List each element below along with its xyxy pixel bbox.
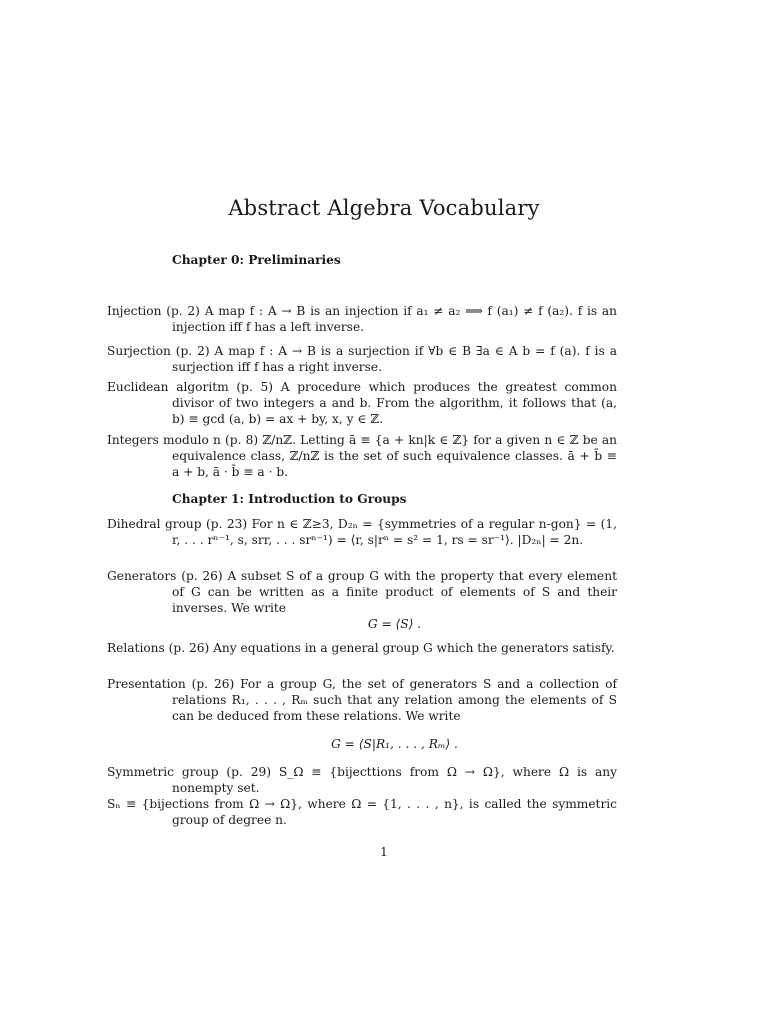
entry-text: ℤ/nℤ. Letting ā ≡ {a + kn|k ∈ ℤ} for a given n ∈ ℤ be an equivalence class, ℤ/nℤ is the set of such equivalence classes. ā + b̄ ≡ a + b, ā · b̄ ≡ a · b. bbox=[172, 433, 617, 479]
entry-term: Euclidean algoritm (p. 5) bbox=[107, 380, 274, 394]
display-equation: G = ⟨S⟩ . bbox=[367, 617, 422, 631]
entry-text: A map f : A → B is a surjection if ∀b ∈ B ∃a ∈ A b = f (a). f is a surjection iff f has a right inverse. bbox=[172, 344, 617, 374]
entry-text: For a group G, the set of generators S and a collection of relations R₁, . . . , Rₘ such that any relation among the elements of S can be deduced from these relations. We write bbox=[172, 677, 617, 723]
chapter-0-heading: Chapter 0: Preliminaries bbox=[172, 253, 341, 267]
entry-generators bbox=[107, 568, 617, 632]
entry-injection bbox=[107, 303, 617, 335]
entry-integers-modulo-n bbox=[107, 432, 617, 480]
entry-text: A procedure which produces the greatest common divisor of two integers a and b. From the algorithm, it follows that (a, b) ≡ gcd (a, b) = ax + by, x, y ∈ ℤ. bbox=[172, 380, 617, 426]
entry-text-continued: Sₙ ≡ {bijections from Ω → Ω}, where Ω = {1, . . . , n}, is called the symmetric group of degree n. bbox=[107, 797, 617, 827]
entry-term: Surjection (p. 2) bbox=[107, 344, 210, 358]
entry-term: Symmetric group (p. 29) bbox=[107, 765, 271, 779]
entry-term: Injection (p. 2) bbox=[107, 304, 200, 318]
entry-term: Presentation (p. 26) bbox=[107, 677, 235, 691]
entry-surjection bbox=[107, 343, 617, 375]
entry-text: A subset S of a group G with the property that every element of G can be written as a finite product of elements of S and their inverses. We write bbox=[172, 569, 618, 615]
page-number: 1 bbox=[380, 845, 388, 859]
entry-symmetric-group bbox=[107, 764, 617, 828]
entry-text: A map f : A → B is an injection if a₁ ≠ a₂ ⟹ f (a₁) ≠ f (a₂). f is an injection iff f has a left inverse. bbox=[172, 304, 618, 334]
entry-term: Relations (p. 26) bbox=[107, 641, 210, 655]
entry-term: Generators (p. 26) bbox=[107, 569, 223, 583]
entry-dihedral-group bbox=[107, 516, 617, 548]
entry-relations bbox=[107, 640, 617, 656]
entry-text: For n ∈ ℤ≥3, D₂ₙ = {symmetries of a regular n-gon} = (1, r, . . . rⁿ⁻¹, s, srr, . . . srⁿ⁻¹) = ⟨r, s|rⁿ = s² = 1, rs = sr⁻¹⟩. |D₂ₙ| = 2n. bbox=[172, 517, 617, 547]
chapter-1-heading: Chapter 1: Introduction to Groups bbox=[172, 492, 407, 506]
entry-term: Dihedral group (p. 23) bbox=[107, 517, 248, 531]
entry-text: S_Ω ≡ {bijecttions from Ω → Ω}, where Ω is any nonempty set. bbox=[172, 765, 617, 795]
entry-presentation bbox=[107, 676, 617, 752]
entry-term: Integers modulo n (p. 8) bbox=[107, 433, 259, 447]
display-equation: G = ⟨S|R₁, . . . , Rₘ⟩ . bbox=[331, 737, 458, 751]
entry-text: Any equations in a general group G which the generators satisfy. bbox=[213, 641, 615, 655]
entry-euclidean-algorithm bbox=[107, 379, 617, 427]
document-title: Abstract Algebra Vocabulary bbox=[228, 196, 540, 220]
